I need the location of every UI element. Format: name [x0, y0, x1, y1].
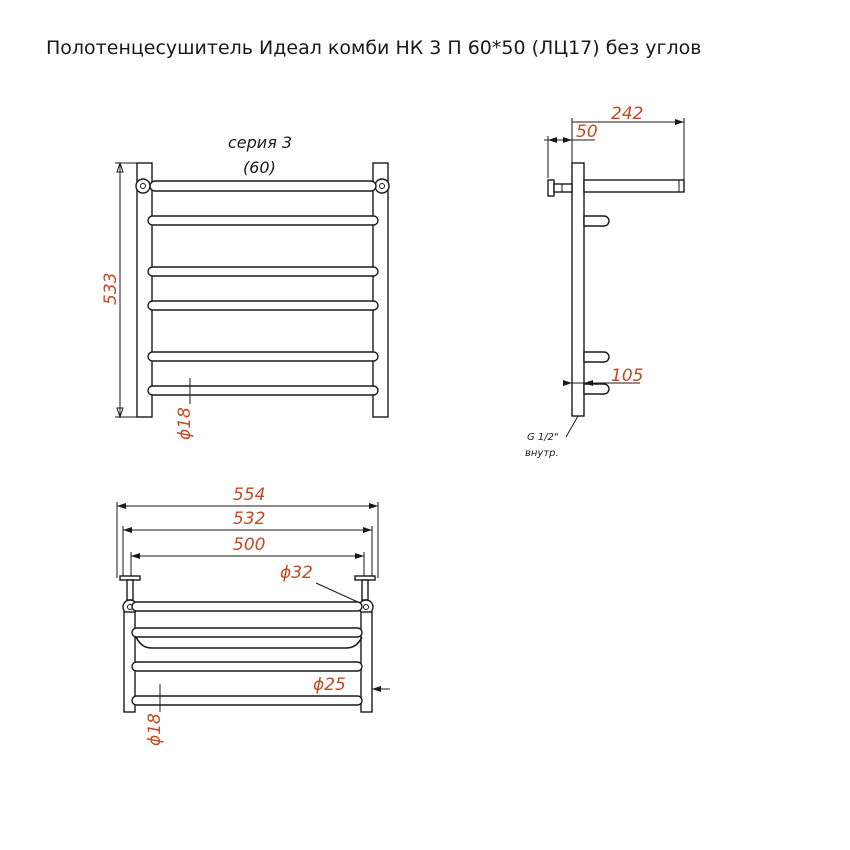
top-center-width: 532: [233, 509, 266, 529]
side-offset-dimension: 50: [576, 122, 598, 142]
top-pipe-diameter: ϕ25: [313, 675, 346, 695]
series-label: серия 3: [228, 133, 293, 152]
side-stub-3: [584, 384, 609, 394]
side-depth-dimension: 242: [611, 104, 644, 124]
side-stub-2: [584, 352, 609, 362]
right-mount: [375, 179, 389, 193]
drawing-title: Полотенцесушитель Идеал комби НК 3 П 60*50 (ЛЦ17) без углов: [46, 37, 702, 59]
top-right-stem: [362, 580, 368, 600]
top-overall-width: 554: [233, 485, 266, 505]
top-flange-diameter: ϕ32: [280, 563, 313, 583]
top-right-post: [361, 612, 372, 712]
right-post: [373, 163, 388, 417]
rung-3: [148, 301, 378, 310]
top-bar-curve: [136, 637, 362, 648]
rung-1: [148, 216, 378, 225]
side-lower-dimension: 105: [611, 366, 644, 386]
top-rung-diameter: ϕ18: [145, 713, 165, 746]
side-wall-plate: [548, 180, 554, 196]
side-view: [525, 104, 684, 459]
top-view: [117, 485, 390, 746]
thread-note: внутр.: [525, 448, 559, 459]
top-bar: [150, 181, 376, 191]
top-bar-1: [132, 602, 362, 611]
front-view: [101, 133, 389, 440]
side-post: [572, 163, 584, 416]
height-dimension: 533: [101, 272, 121, 305]
top-bar-4: [132, 696, 362, 705]
series-width-label: (60): [243, 158, 276, 177]
left-mount: [136, 179, 150, 193]
rung-4: [148, 352, 378, 361]
top-connection-width: 500: [233, 535, 266, 555]
top-left-stem: [127, 580, 133, 600]
side-wall-stem: [554, 184, 572, 192]
side-stub-1: [584, 216, 609, 226]
rung-5: [148, 386, 378, 395]
top-bar-3: [132, 662, 362, 671]
rung-2: [148, 267, 378, 276]
front-rung-diameter: ϕ18: [175, 407, 195, 440]
top-bar-2: [132, 628, 362, 637]
left-post: [137, 163, 152, 417]
thread-label: G 1/2": [527, 432, 559, 443]
side-top-arm: [584, 180, 684, 192]
